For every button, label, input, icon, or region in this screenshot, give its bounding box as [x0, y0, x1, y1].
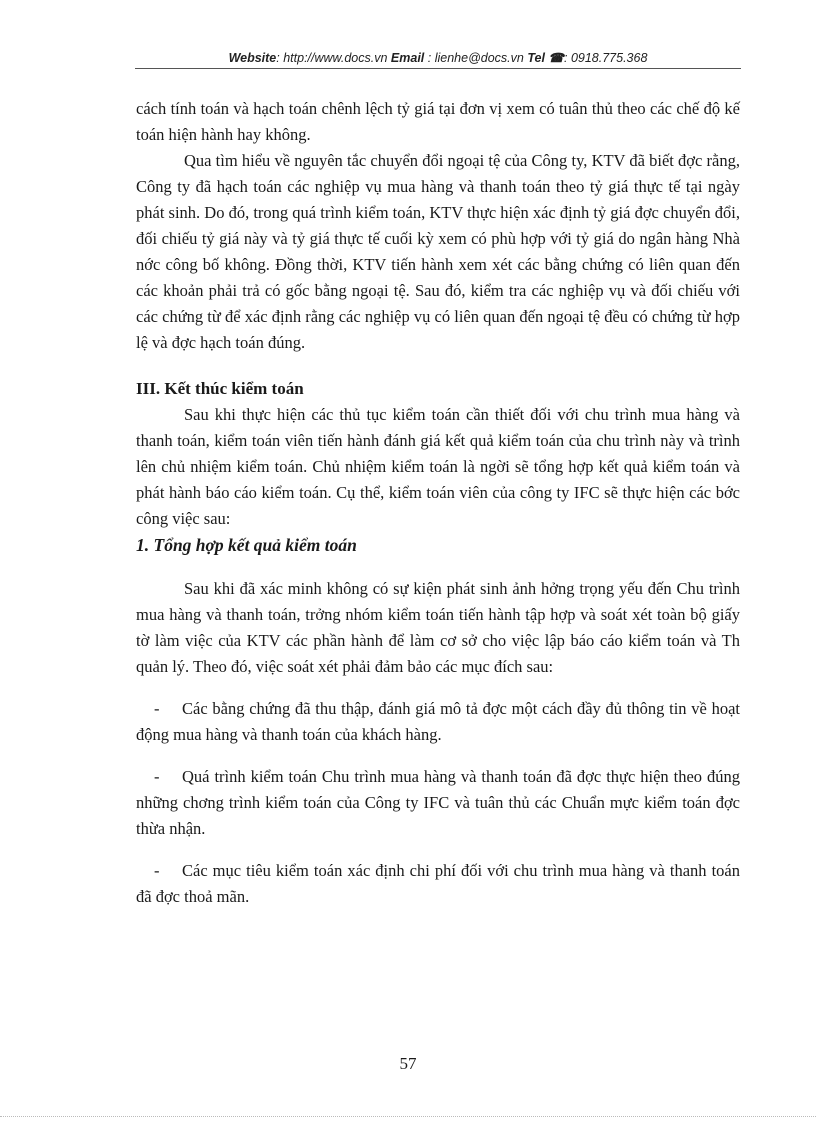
- paragraph-audit-conclusion: Sau khi thực hiện các thủ tục kiểm toán cần thiết đối với chu trình mua hàng và thanh toán, kiểm toán viên tiến hành đánh giá kết quả kiểm toán của chu trình này và trình lên chủ nhiệm kiểm toán. Chủ nhiệm kiểm toán là ngời sẽ tổng hợp kết quả kiểm toán và phát hành báo cáo kiểm toán. Cụ thể, kiểm toán viên của công ty IFC sẽ thực hiện các bớc công việc sau:: [136, 405, 740, 528]
- page-header: [135, 50, 741, 65]
- website-url[interactable]: http://www.docs.vn: [283, 51, 388, 65]
- website-label: Website: [228, 51, 277, 65]
- bullet-item: [136, 696, 740, 748]
- bullet-dash: -: [154, 699, 160, 718]
- bullet-dash: -: [154, 767, 160, 786]
- bullet-item: [136, 764, 740, 842]
- tel-label: Tel: [527, 51, 545, 65]
- bullet-text: Quá trình kiểm toán Chu trình mua hàng và thanh toán đã đợc thực hiện theo đúng những chơng trình kiểm toán của Công ty IFC và tuân thủ các Chuẩn mực kiểm toán đợc thừa nhận.: [136, 767, 740, 838]
- email-separator: :: [424, 51, 435, 65]
- paragraph-foreign-currency: Qua tìm hiểu về nguyên tắc chuyển đổi ngoại tệ của Công ty, KTV đã biết đợc rằng, Công ty đã hạch toán các nghiệp vụ mua hàng và thanh toán theo tỷ giá thực tế tại ngày phát sinh. Do đó, trong quá trình kiểm toán, KTV thực hiện xác định tỷ giá đợc chuyển đổi, đối chiếu tỷ giá này và tỷ giá thực tế cuối kỳ xem có phù hợp với tỷ giá do ngân hàng Nhà nớc công bố không. Đồng thời, KTV tiến hành xem xét các bằng chứng có liên quan đến các khoản phải trả có gốc bằng ngoại tệ. Sau đó, kiểm tra các nghiệp vụ và đối chiếu với các chứng từ để xác định rằng các nghiệp vụ có liên quan đến ngoại tệ đều có chứng từ hợp lệ và đợc hạch toán đúng.: [136, 151, 740, 352]
- document-body: [136, 96, 740, 910]
- subsection-heading-1: 1. Tổng hợp kết quả kiểm toán: [136, 535, 357, 555]
- bullet-text: Các bằng chứng đã thu thập, đánh giá mô tả đợc một cách đầy đủ thông tin về hoạt động mua hàng và thanh toán của khách hàng.: [136, 699, 740, 744]
- email-address[interactable]: lienhe@docs.vn: [434, 51, 524, 65]
- email-label: Email: [390, 51, 425, 65]
- bullet-text: Các mục tiêu kiểm toán xác định chi phí đối với chu trình mua hàng và thanh toán đã đợc thoả mãn.: [136, 861, 740, 906]
- section-heading-iii: III. Kết thúc kiểm toán: [136, 379, 304, 398]
- page-bottom-divider: [0, 1116, 816, 1117]
- header-divider: [135, 68, 741, 69]
- tel-number: 0918.775.368: [570, 51, 648, 65]
- phone-icon: ☎: [548, 51, 564, 65]
- website-separator: :: [276, 51, 284, 65]
- paragraph-summary-results: Sau khi đã xác minh không có sự kiện phát sinh ảnh hởng trọng yếu đến Chu trình mua hàng và thanh toán, trởng nhóm kiểm toán tiến hành tập hợp và soát xét toàn bộ giấy tờ làm việc của KTV các phần hành để làm cơ sở cho việc lập báo cáo kiểm toán và Th quản lý. Theo đó, việc soát xét phải đảm bảo các mục đích sau:: [136, 579, 740, 676]
- bullet-dash: -: [154, 861, 160, 880]
- paragraph-continuation: cách tính toán và hạch toán chênh lệch tỷ giá tại đơn vị xem có tuân thủ theo các chế độ kế toán hiện hành hay không.: [136, 99, 740, 144]
- page-number: 57: [399, 1054, 417, 1073]
- bullet-item: [136, 858, 740, 910]
- tel-separator: :: [564, 51, 571, 65]
